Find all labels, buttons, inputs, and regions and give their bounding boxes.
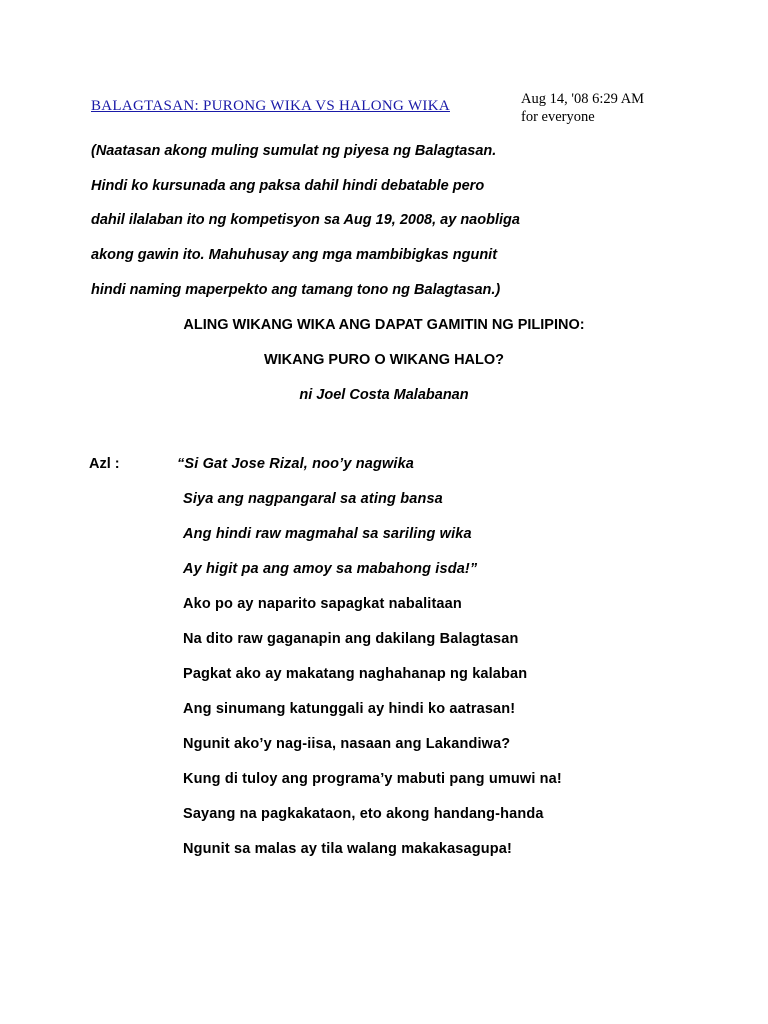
speaker-label: Azl : bbox=[89, 456, 120, 472]
verse-line: “Si Gat Jose Rizal, noo’y nagwika bbox=[177, 456, 415, 472]
intro-line: Hindi ko kursunada ang paksa dahil hindi debatable pero bbox=[91, 178, 485, 194]
post-visibility: for everyone bbox=[521, 109, 595, 125]
verse-line: Kung di tuloy ang programa’y mabuti pang umuwi na! bbox=[183, 771, 562, 787]
verse-line: Na dito raw gaganapin ang dakilang Balagtasan bbox=[183, 631, 519, 647]
post-title-link[interactable]: BALAGTASAN: PURONG WIKA VS HALONG WIKA bbox=[91, 98, 450, 114]
verse-line: Sayang na pagkakataon, eto akong handang-handa bbox=[183, 806, 544, 822]
verse-line: Ngunit ako’y nag-iisa, nasaan ang Lakandiwa? bbox=[183, 736, 511, 752]
verse-line: Ngunit sa malas ay tila walang makakasagupa! bbox=[183, 841, 512, 857]
intro-line: dahil ilalaban ito ng kompetisyon sa Aug 19, 2008, ay naobliga bbox=[91, 212, 520, 228]
post-header bbox=[0, 0, 768, 130]
verse-line: Pagkat ako ay makatang naghahanap ng kalaban bbox=[183, 666, 528, 682]
verse-line: Ang hindi raw magmahal sa sariling wika bbox=[183, 526, 472, 542]
verse-line: Siya ang nagpangaral sa ating bansa bbox=[183, 491, 443, 507]
post-meta bbox=[521, 90, 644, 126]
intro-line: (Naatasan akong muling sumulat ng piyesa ng Balagtasan. bbox=[91, 143, 497, 159]
verse-line: Ako po ay naparito sapagkat nabalitaan bbox=[183, 596, 462, 612]
poem-title-line-1: ALING WIKANG WIKA ANG DAPAT GAMITIN NG PILIPINO: bbox=[183, 317, 585, 333]
intro-line: hindi naming maperpekto ang tamang tono ng Balagtasan.) bbox=[91, 282, 501, 298]
poem-author: ni Joel Costa Malabanan bbox=[299, 387, 469, 403]
verse-line: Ang sinumang katunggali ay hindi ko aatrasan! bbox=[183, 701, 516, 717]
verse-line: Ay higit pa ang amoy sa mabahong isda!” bbox=[183, 561, 478, 577]
poem-title-line-2: WIKANG PURO O WIKANG HALO? bbox=[263, 352, 505, 368]
intro-line: akong gawin ito. Mahuhusay ang mga mambibigkas ngunit bbox=[91, 247, 498, 263]
post-date: Aug 14, '08 6:29 AM bbox=[521, 91, 645, 107]
